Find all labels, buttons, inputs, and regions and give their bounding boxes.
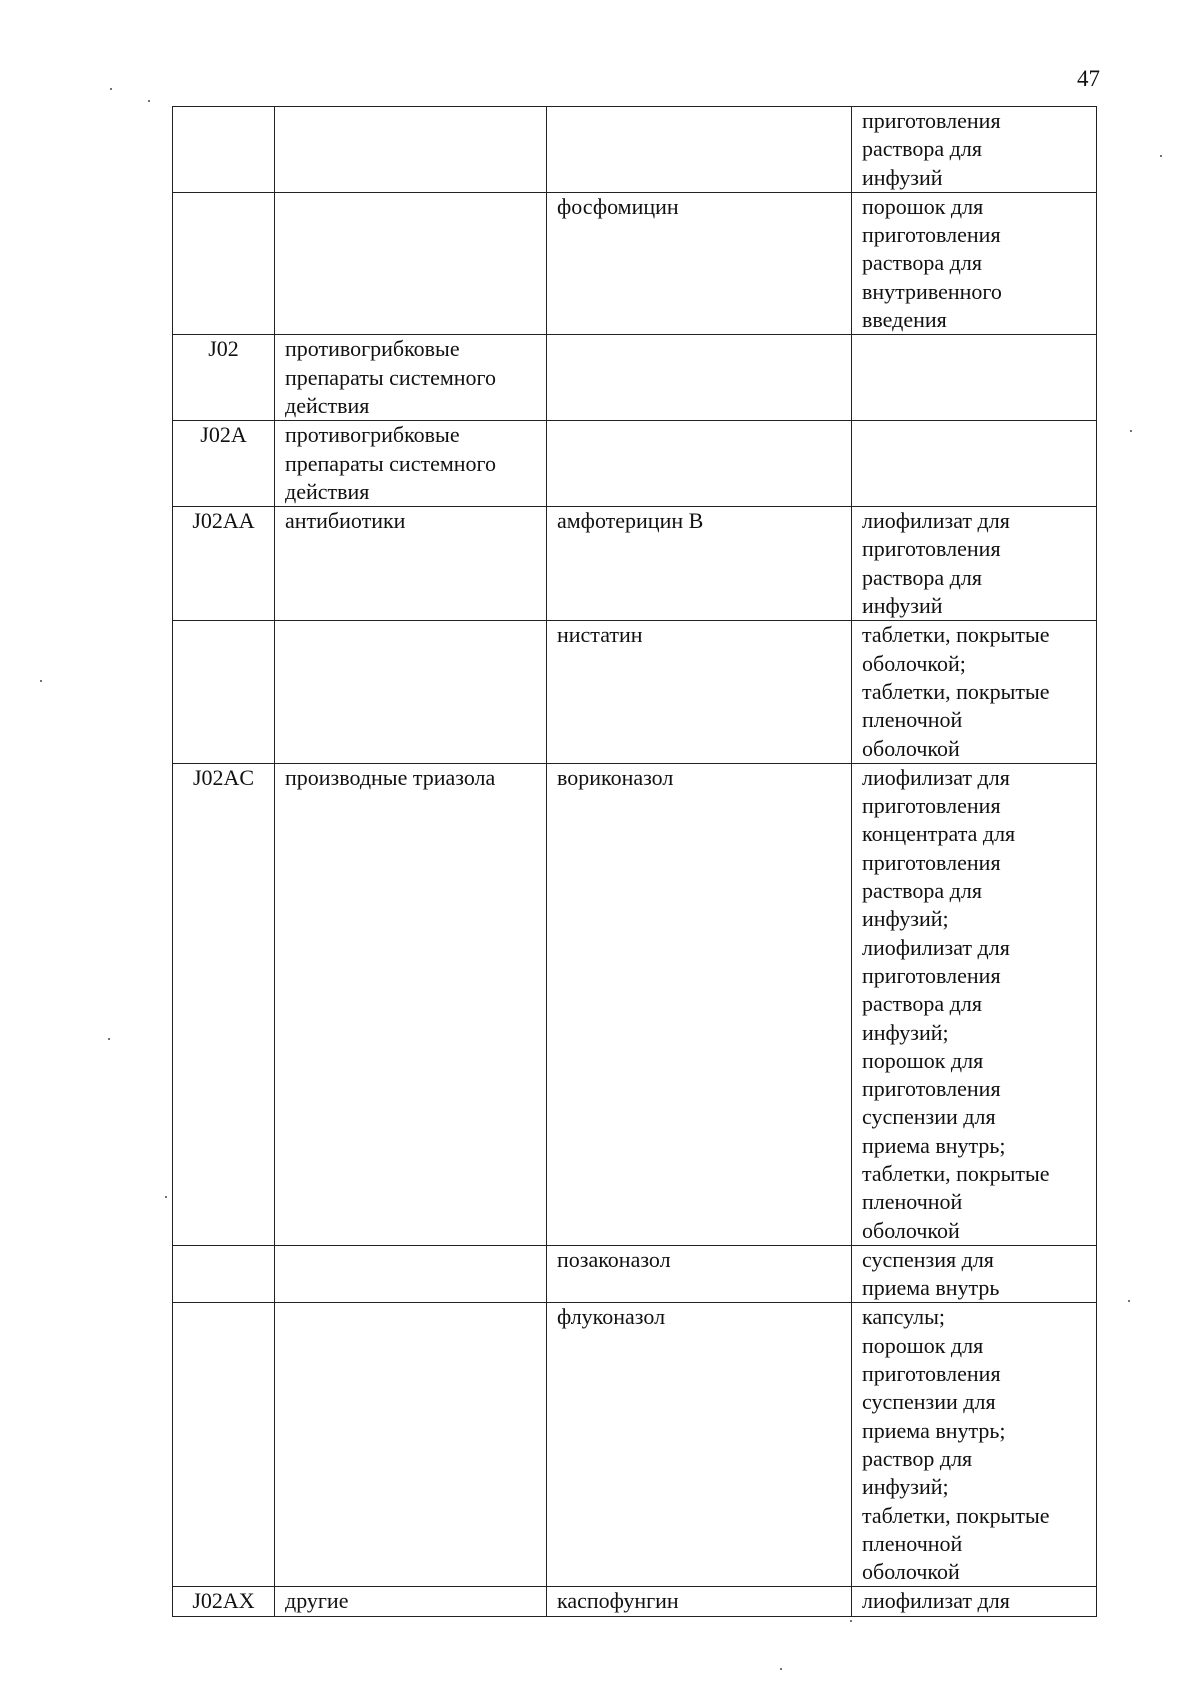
dosage-form-cell: порошок для приготовления раствора для внутривенного введения: [852, 192, 1097, 334]
group-cell: противогрибковые препараты системного действия: [275, 421, 547, 507]
substance-cell: нистатин: [547, 621, 852, 763]
substance-cell: [547, 107, 852, 193]
table-row: [173, 763, 1097, 1245]
substance-cell: [547, 335, 852, 421]
page-number: 47: [1077, 66, 1100, 91]
atc-code-cell: J02AX: [173, 1587, 275, 1616]
atc-code-cell: J02AA: [173, 507, 275, 621]
table-row: [173, 107, 1097, 193]
dosage-form-cell: лиофилизат для приготовления концентрата для приготовления раствора для инфузий; лиофилизат для приготовления раствора для инфузий; порошок для приготовления суспензии для приема внутрь; таблетки, покрытые пленочной оболочкой: [852, 763, 1097, 1245]
group-cell: другие: [275, 1587, 547, 1616]
substance-cell: фосфомицин: [547, 192, 852, 334]
atc-code-cell: [173, 107, 275, 193]
dosage-form-cell: суспензия для приема внутрь: [852, 1245, 1097, 1303]
substance-cell: позаконазол: [547, 1245, 852, 1303]
substance-cell: амфотерицин B: [547, 507, 852, 621]
scan-speck: [165, 1196, 167, 1198]
dosage-form-cell: таблетки, покрытые оболочкой; таблетки, покрытые пленочной оболочкой: [852, 621, 1097, 763]
scan-speck: [40, 680, 42, 682]
substance-cell: [547, 421, 852, 507]
group-cell: антибиотики: [275, 507, 547, 621]
atc-code-cell: [173, 1303, 275, 1587]
scan-speck: [108, 1038, 110, 1040]
scan-speck: [850, 1620, 852, 1622]
scan-speck: [110, 88, 112, 90]
table-row: [173, 1245, 1097, 1303]
group-cell: противогрибковые препараты системного действия: [275, 335, 547, 421]
atc-code-cell: J02AC: [173, 763, 275, 1245]
dosage-form-cell: лиофилизат для: [852, 1587, 1097, 1616]
group-cell: [275, 1245, 547, 1303]
atc-code-cell: [173, 1245, 275, 1303]
substance-cell: каспофунгин: [547, 1587, 852, 1616]
scan-speck: [1128, 1300, 1130, 1302]
substance-cell: вориконазол: [547, 763, 852, 1245]
atc-code-cell: J02A: [173, 421, 275, 507]
group-cell: производные триазола: [275, 763, 547, 1245]
atc-code-cell: J02: [173, 335, 275, 421]
group-cell: [275, 192, 547, 334]
dosage-form-cell: приготовления раствора для инфузий: [852, 107, 1097, 193]
scan-speck: [1130, 430, 1132, 432]
dosage-form-cell: [852, 335, 1097, 421]
scan-speck: [148, 100, 150, 102]
atc-code-cell: [173, 621, 275, 763]
dosage-form-cell: лиофилизат для приготовления раствора для инфузий: [852, 507, 1097, 621]
scan-speck: [780, 1668, 782, 1670]
substance-cell: флуконазол: [547, 1303, 852, 1587]
dosage-form-cell: [852, 421, 1097, 507]
dosage-form-cell: капсулы; порошок для приготовления суспензии для приема внутрь; раствор для инфузий; таблетки, покрытые пленочной оболочкой: [852, 1303, 1097, 1587]
table-row: [173, 1303, 1097, 1587]
group-cell: [275, 1303, 547, 1587]
table-row: [173, 192, 1097, 334]
table-row: [173, 1587, 1097, 1616]
atc-code-cell: [173, 192, 275, 334]
group-cell: [275, 621, 547, 763]
table-row: [173, 621, 1097, 763]
table-row: [173, 335, 1097, 421]
medicines-table: [172, 106, 1097, 1617]
table-row: [173, 507, 1097, 621]
scan-speck: [1160, 155, 1162, 157]
group-cell: [275, 107, 547, 193]
table-row: [173, 421, 1097, 507]
